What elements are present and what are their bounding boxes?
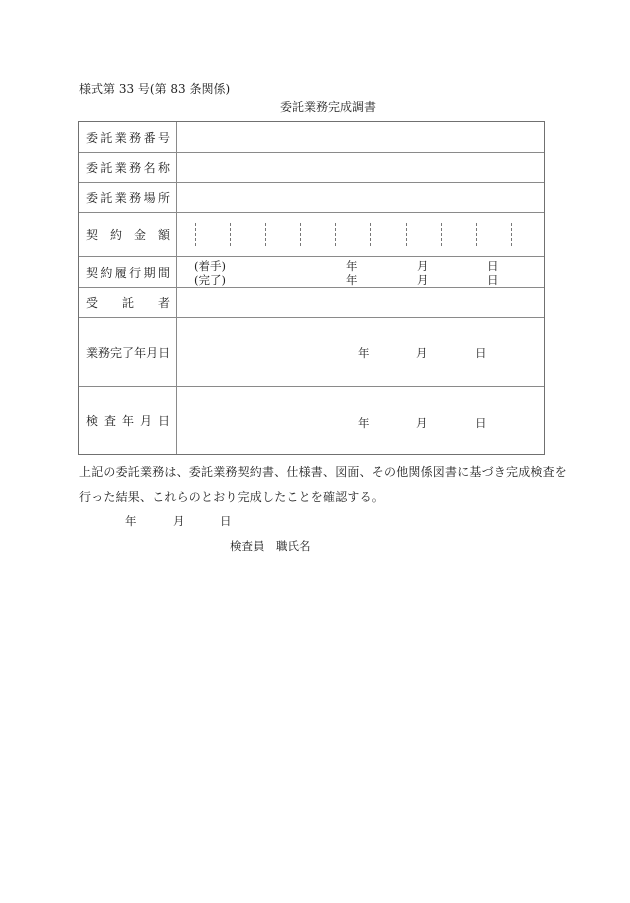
label-char: 務	[129, 191, 142, 205]
label-contractor	[86, 294, 170, 311]
label-char: 業	[114, 191, 127, 205]
contract-amount-field[interactable]	[177, 213, 544, 256]
completion-date-field[interactable]	[177, 318, 544, 386]
start-year-unit: 年	[346, 259, 358, 273]
row-contract-period	[79, 256, 544, 287]
end-day-unit: 日	[487, 273, 499, 287]
label-char: 務	[129, 130, 142, 145]
digit-divider	[230, 223, 231, 246]
label-char: 所	[157, 191, 170, 205]
completion-month-unit: 月	[416, 346, 428, 360]
contract-location-field[interactable]	[177, 183, 544, 212]
label-char: 託	[100, 191, 113, 205]
inspection-date-field[interactable]	[177, 387, 544, 454]
digit-divider	[370, 223, 371, 246]
label-char: 番	[143, 130, 156, 145]
completion-year-unit: 年	[358, 346, 370, 360]
row-completion-date	[79, 317, 544, 386]
signature-day-unit: 日	[220, 514, 232, 528]
digit-divider	[335, 223, 336, 246]
label-char: 履	[114, 265, 127, 280]
form-number: 様式第 33 号(第 83 条関係)	[79, 82, 231, 96]
document-title: 委託業務完成調書	[279, 100, 376, 114]
label-cell	[79, 257, 177, 287]
label-contract-location	[86, 189, 170, 206]
label-char: 受	[86, 296, 99, 310]
start-day-unit: 日	[487, 259, 499, 273]
label-char: 者	[157, 296, 170, 310]
label-char: 金	[133, 228, 146, 242]
contract-name-field[interactable]	[177, 153, 544, 182]
position-name-label: 職氏名	[276, 539, 311, 553]
label-contract-number	[86, 129, 170, 146]
signature-month-unit: 月	[173, 514, 185, 528]
label-cell	[79, 153, 177, 182]
label-contract-amount	[86, 226, 170, 243]
label-cell	[79, 213, 177, 256]
label-char: 名	[143, 161, 156, 175]
label-char: 約	[109, 228, 122, 242]
label-char: 託	[100, 130, 113, 145]
completion-record-table	[78, 121, 545, 455]
label-char: 号	[157, 130, 170, 145]
label-char: 契	[86, 228, 99, 242]
digit-divider	[406, 223, 407, 246]
contract-number-field[interactable]	[177, 122, 544, 152]
label-char: 月	[146, 345, 159, 360]
label-contract-name	[86, 159, 170, 176]
label-char: 契	[86, 265, 99, 280]
label-inspection-date	[86, 412, 170, 429]
label-char: 委	[86, 161, 99, 175]
label-char: 業	[86, 345, 99, 360]
label-completion-date	[86, 344, 170, 361]
label-char: 委	[86, 130, 99, 145]
label-char: 年	[121, 414, 134, 428]
label-char: 期	[143, 265, 156, 280]
inspection-month-unit: 月	[416, 416, 428, 430]
label-char: 業	[114, 130, 127, 145]
digit-divider	[441, 223, 442, 246]
label-char: 託	[100, 161, 113, 175]
start-prefix: (着手)	[194, 259, 226, 273]
statement-line-1: 上記の委託業務は、委託業務契約書、仕様書、図面、その他関係図書に基づき完成検査を	[79, 465, 568, 479]
completion-day-unit: 日	[475, 346, 487, 360]
end-year-unit: 年	[346, 273, 358, 287]
label-char: 業	[114, 161, 127, 175]
row-inspection-date	[79, 386, 544, 454]
digit-divider	[195, 223, 196, 246]
label-cell	[79, 288, 177, 317]
label-char: 場	[143, 191, 156, 205]
label-char: 称	[157, 161, 170, 175]
inspector-label: 検査員	[230, 539, 265, 553]
end-month-unit: 月	[417, 273, 429, 287]
row-contract-location	[79, 182, 544, 212]
row-contractor	[79, 287, 544, 317]
label-char: 委	[86, 191, 99, 205]
signature-year-unit: 年	[125, 514, 137, 528]
label-char: 行	[129, 265, 142, 280]
label-char: 年	[134, 345, 147, 360]
digit-divider	[265, 223, 266, 246]
label-char: 約	[100, 265, 113, 280]
label-contract-period	[86, 264, 170, 281]
inspection-day-unit: 日	[475, 416, 487, 430]
inspection-year-unit: 年	[358, 416, 370, 430]
row-contract-number	[79, 122, 544, 152]
label-cell	[79, 387, 177, 454]
label-char: 査	[103, 414, 116, 428]
digit-divider	[511, 223, 512, 246]
label-char: 務	[98, 345, 111, 360]
label-char: 日	[158, 345, 171, 360]
statement-line-2: 行った結果、これらのとおり完成したことを確認する。	[79, 490, 385, 504]
label-cell	[79, 122, 177, 152]
label-char: 額	[157, 228, 170, 242]
end-prefix: (完了)	[194, 273, 226, 287]
contract-period-field[interactable]	[177, 257, 544, 287]
label-char: 務	[129, 161, 142, 175]
start-month-unit: 月	[417, 259, 429, 273]
label-cell	[79, 183, 177, 212]
label-char: 間	[157, 265, 170, 280]
label-char: 託	[121, 296, 134, 310]
digit-divider	[476, 223, 477, 246]
label-char: 了	[122, 345, 135, 360]
contractor-field[interactable]	[177, 288, 544, 317]
label-char: 月	[139, 414, 152, 428]
row-contract-amount	[79, 212, 544, 256]
row-contract-name	[79, 152, 544, 182]
label-char: 完	[110, 345, 123, 360]
digit-divider	[300, 223, 301, 246]
label-char: 日	[157, 414, 170, 428]
label-cell	[79, 318, 177, 386]
label-char: 検	[86, 414, 99, 428]
